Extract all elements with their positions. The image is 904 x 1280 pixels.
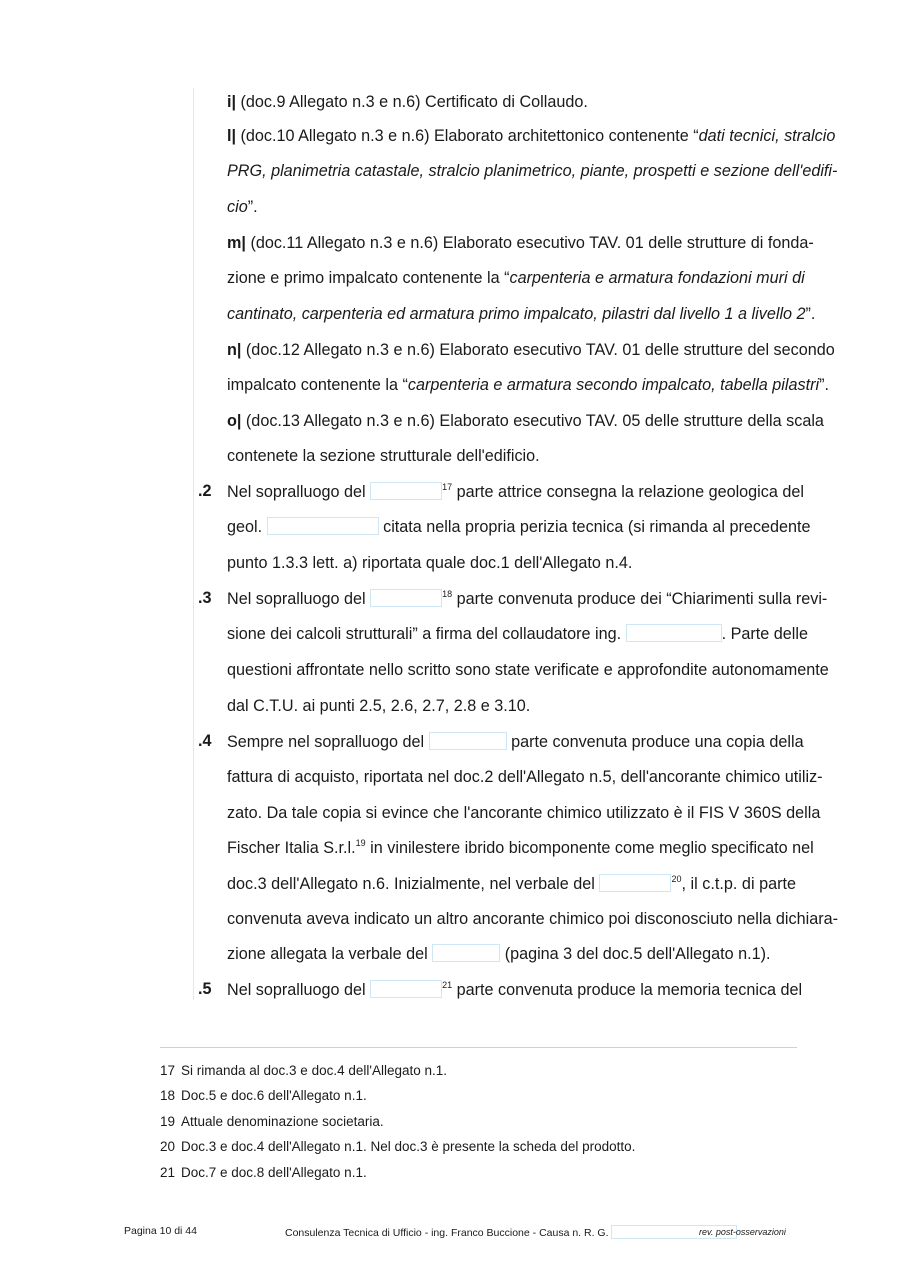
item-m-label: m| (227, 234, 246, 252)
point-4-line-7: zione allegata la verbale del (pagina 3 del doc.5 dell'Allegato n.1). (227, 945, 771, 963)
footnote-ref: 21 (442, 980, 453, 990)
redacted-date (432, 944, 500, 962)
item-m-line-2: zione e primo impalcato contenente la “carpenteria e armatura fondazioni muri di (227, 269, 805, 287)
point-4-line-1: Sempre nel sopralluogo del parte convenuta produce una copia della (227, 733, 804, 751)
footer-revision: rev. post-osservazioni (699, 1227, 786, 1237)
item-o-line-2: contenete la sezione strutturale dell'edificio. (227, 447, 540, 465)
point-2-line-3: punto 1.3.3 lett. a) riportata quale doc.1 dell'Allegato n.4. (227, 554, 633, 572)
footnote-ref: 19 (355, 838, 366, 848)
point-2-number: .2 (198, 482, 212, 500)
redacted-date (370, 589, 442, 607)
item-i (227, 92, 796, 112)
footnote-21: 21 Doc.7 e doc.8 dell'Allegato n.1. (160, 1165, 367, 1180)
footnote-18: 18 Doc.5 e doc.6 dell'Allegato n.1. (160, 1088, 367, 1103)
item-o-line-1: o| (doc.13 Allegato n.3 e n.6) Elaborato esecutivo TAV. 05 delle strutture della scala (227, 412, 824, 430)
redacted-date (370, 482, 442, 500)
point-5-line-1: Nel sopralluogo del $^{21}$ parte convenuta produce la memoria tecnica del (227, 980, 803, 999)
point-4-number: .4 (198, 732, 212, 750)
item-l-label: l| (227, 127, 237, 145)
point-4-line-2: fattura di acquisto, riportata nel doc.2 dell'Allegato n.5, dell'ancorante chimico utiliz- (227, 768, 823, 786)
footnote-17: 17 Si rimanda al doc.3 e doc.4 dell'Allegato n.1. (160, 1063, 447, 1078)
item-m-line-1: m| (doc.11 Allegato n.3 e n.6) Elaborato esecutivo TAV. 01 delle strutture di fonda- (227, 234, 814, 252)
footnote-20: 20 Doc.3 e doc.4 dell'Allegato n.1. Nel doc.3 è presente la scheda del prodotto. (160, 1139, 636, 1154)
point-4-line-5: doc.3 dell'Allegato n.6. Inizialmente, nel verbale del $^{20}$, il c.t.p. di parte (227, 874, 796, 893)
footnote-19: 19 Attuale denominazione societaria. (160, 1114, 384, 1129)
footer-title: Consulenza Tecnica di Ufficio - ing. Franco Buccione - Causa n. R. G. (285, 1225, 737, 1239)
redacted-date (429, 732, 507, 750)
item-n-line-1: n| (doc.12 Allegato n.3 e n.6) Elaborato esecutivo TAV. 01 delle strutture del secondo (227, 341, 835, 359)
item-n-line-2: impalcato contenente la “carpenteria e armatura secondo impalcato, tabella pilastri”. (227, 376, 829, 394)
item-o-label: o| (227, 412, 242, 430)
redacted-date (370, 980, 442, 998)
item-m-line-3: cantinato, carpenteria ed armatura primo impalcato, pilastri dal livello 1 a livello 2”. (227, 305, 816, 323)
item-n-label: n| (227, 341, 242, 359)
point-4-line-6: convenuta aveva indicato un altro ancorante chimico poi disconosciuto nella dichiara- (227, 910, 838, 928)
point-3-number: .3 (198, 589, 212, 607)
footnote-ref: 20 (671, 874, 682, 884)
item-i-label: i| (227, 93, 237, 111)
redacted-date (599, 874, 671, 892)
point-2-line-2: geol. citata nella propria perizia tecnica (si rimanda al precedente (227, 518, 811, 536)
point-3-line-1: Nel sopralluogo del $^{18}$ parte convenuta produce dei “Chiarimenti sulla revi- (227, 589, 828, 608)
redacted-name (626, 624, 722, 642)
margin-rule (193, 88, 194, 1000)
point-5-number: .5 (198, 980, 212, 998)
point-3-line-3: questioni affrontate nello scritto sono state verificate e approfondite autonomamente (227, 661, 829, 679)
item-l-line-1: l| (doc.10 Allegato n.3 e n.6) Elaborato architettonico contenente “dati tecnici, stralcio (227, 127, 836, 145)
footnote-ref: 17 (442, 482, 453, 492)
point-2-line-1: Nel sopralluogo del $^{17}$ parte attrice consegna la relazione geologica del (227, 482, 804, 501)
item-l-line-2: PRG, planimetria catastale, stralcio planimetrico, piante, prospetti e sezione dell'edifi- (227, 162, 838, 180)
point-4-line-3: zato. Da tale copia si evince che l'ancorante chimico utilizzato è il FIS V 360S della (227, 804, 821, 822)
footer-page-number: Pagina 10 di 44 (124, 1225, 197, 1237)
footnote-ref: 18 (442, 589, 453, 599)
item-l-line-3: cio”. (227, 198, 258, 216)
item-i-text: (doc.9 Allegato n.3 e n.6) Certificato di Collaudo. (240, 93, 588, 111)
point-3-line-4: dal C.T.U. ai punti 2.5, 2.6, 2.7, 2.8 e 3.10. (227, 697, 531, 715)
point-4-line-4: Fischer Italia S.r.l.$^{19}$ in vinilestere ibrido bicomponente come meglio specificato nel (227, 838, 814, 857)
footnote-separator (160, 1047, 797, 1048)
point-3-line-2: sione dei calcoli strutturali” a firma del collaudatore ing. . Parte delle (227, 625, 808, 643)
redacted-name (267, 517, 379, 535)
